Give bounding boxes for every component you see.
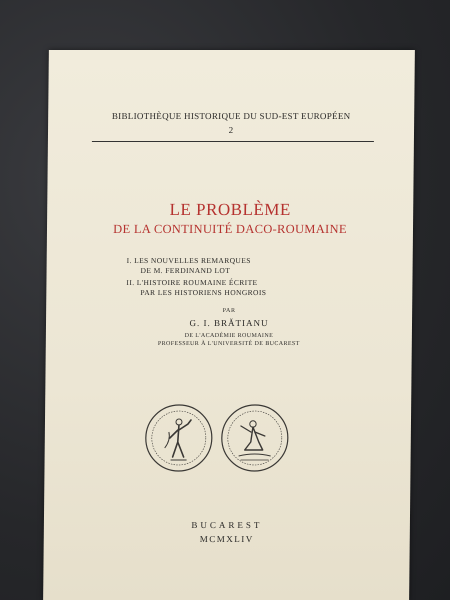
part-line: DE M. FERDINAND LOT [140, 266, 231, 275]
part-item [126, 278, 366, 298]
publication-year: MCMXLIV [199, 534, 254, 544]
book-cover [43, 50, 415, 600]
book-subtitle: DE LA CONTINUITÉ DACO-ROUMAINE [113, 222, 347, 236]
publication-city: BUCAREST [191, 520, 263, 530]
author-affiliation: DE L'ACADÉMIE ROUMAINE [184, 333, 274, 339]
contents-list [126, 256, 366, 300]
by-label: PAR [222, 308, 236, 314]
book-title: LE PROBLÈME [169, 200, 291, 219]
series-title: BIBLIOTHÈQUE HISTORIQUE DU SUD-EST EUROPÉEN [111, 111, 351, 121]
coin-illustration [142, 402, 293, 474]
right-coin-icon [221, 405, 288, 471]
author-position: PROFESSEUR À L'UNIVERSITÉ DE BUCAREST [157, 341, 300, 347]
part-line: PAR LES HISTORIENS HONGROIS [140, 288, 267, 297]
series-number: 2 [228, 125, 234, 135]
divider-rule [92, 141, 374, 142]
part-line: II. L'HISTOIRE ROUMAINE ÉCRITE [126, 278, 258, 287]
part-item [127, 256, 367, 276]
part-line: I. LES NOUVELLES REMARQUES [126, 256, 251, 265]
author-name: G. I. BRĂTIANU [189, 318, 269, 328]
left-coin-icon [145, 405, 212, 471]
